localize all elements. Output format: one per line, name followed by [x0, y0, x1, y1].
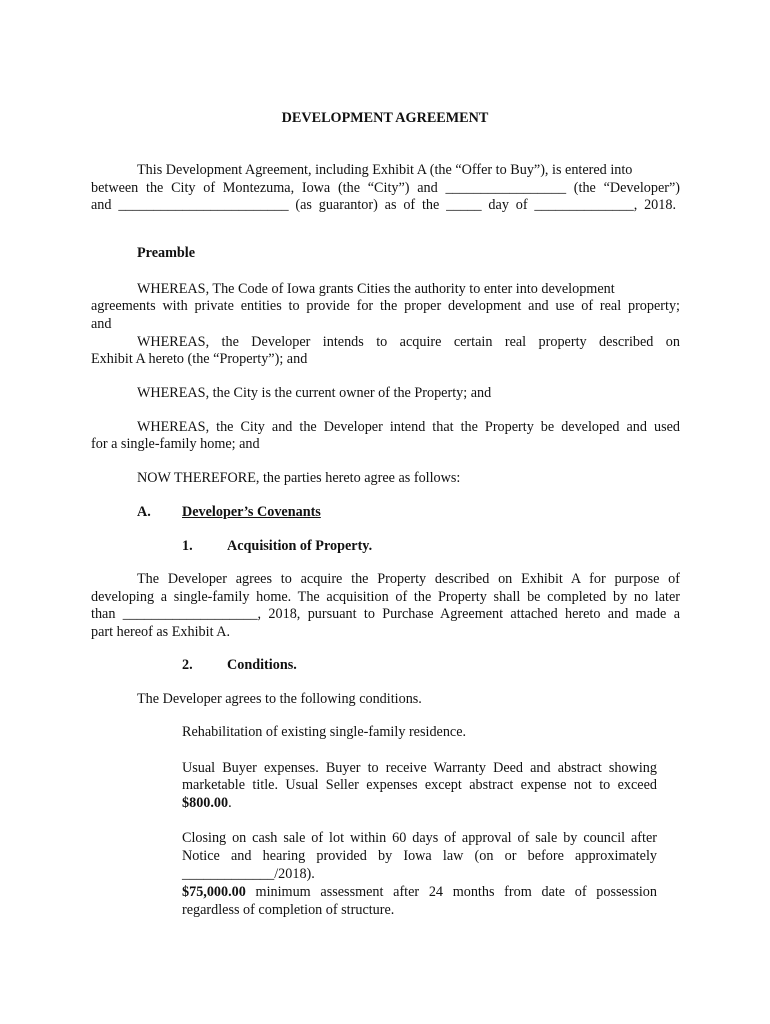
punctuation: . — [228, 795, 232, 811]
subsection-number: 1. — [182, 538, 193, 554]
condition-line — [182, 884, 657, 902]
amount-value: $75,000.00 — [182, 884, 246, 900]
condition-line: Usual Buyer expenses. Buyer to receive Warranty Deed and abstract showing — [182, 760, 657, 776]
condition-line: regardless of completion of structure. — [182, 902, 395, 918]
subsection-title: Conditions. — [227, 657, 297, 673]
clause-line: agreements with private entities to provide for the proper development and use of real property; — [91, 298, 680, 314]
condition-line: Notice and hearing provided by Iowa law (on or before approximately — [182, 848, 657, 864]
condition-line: Closing on cash sale of lot within 60 days of approval of sale by council after — [182, 830, 657, 846]
clause-line: WHEREAS, the City and the Developer intend that the Property be developed and used — [137, 419, 680, 435]
paragraph-line: The Developer agrees to acquire the Property described on Exhibit A for purpose of — [137, 571, 680, 587]
subsection-number: 2. — [182, 657, 193, 673]
section-number: A. — [137, 504, 151, 520]
clause-line: WHEREAS, The Code of Iowa grants Cities the authority to enter into development — [137, 281, 615, 297]
condition-line: _____________/2018). — [182, 866, 315, 882]
preamble-heading: Preamble — [137, 245, 196, 261]
intro-line: and ________________________ (as guarantor) as of the _____ day of ______________, 2018. — [91, 197, 676, 213]
intro-line: This Development Agreement, including Exhibit A (the “Offer to Buy”), is entered into — [137, 162, 633, 178]
clause-line: WHEREAS, the Developer intends to acquire certain real property described on — [137, 334, 680, 350]
clause-line: Exhibit A hereto (the “Property”); and — [91, 351, 308, 367]
paragraph-line: part hereof as Exhibit A. — [91, 624, 231, 640]
clause-line: and — [91, 316, 112, 332]
subsection-title: Acquisition of Property. — [227, 538, 373, 554]
condition-text: minimum assessment after 24 months from date of possession — [245, 884, 657, 900]
amount-value: $800.00 — [182, 795, 229, 811]
clause-line: for a single-family home; and — [91, 436, 260, 452]
condition-line: marketable title. Usual Seller expenses except abstract expense not to exceed — [182, 777, 657, 793]
section-title: Developer’s Covenants — [182, 504, 321, 520]
intro-line: between the City of Montezuma, Iowa (the “City”) and _________________ (the “Developer”) — [91, 180, 680, 196]
paragraph-line: than ___________________, 2018, pursuant to Purchase Agreement attached hereto and made a — [91, 606, 680, 622]
condition-line — [182, 795, 232, 813]
paragraph-line: developing a single-family home. The acquisition of the Property shall be completed by no later — [91, 589, 680, 605]
now-therefore-clause: NOW THEREFORE, the parties hereto agree as follows: — [137, 470, 461, 486]
document-title: DEVELOPMENT AGREEMENT — [281, 110, 489, 126]
conditions-intro: The Developer agrees to the following conditions. — [137, 691, 422, 707]
condition-rehabilitation: Rehabilitation of existing single-family residence. — [182, 724, 467, 740]
whereas-clause-3: WHEREAS, the City is the current owner of the Property; and — [137, 385, 492, 401]
